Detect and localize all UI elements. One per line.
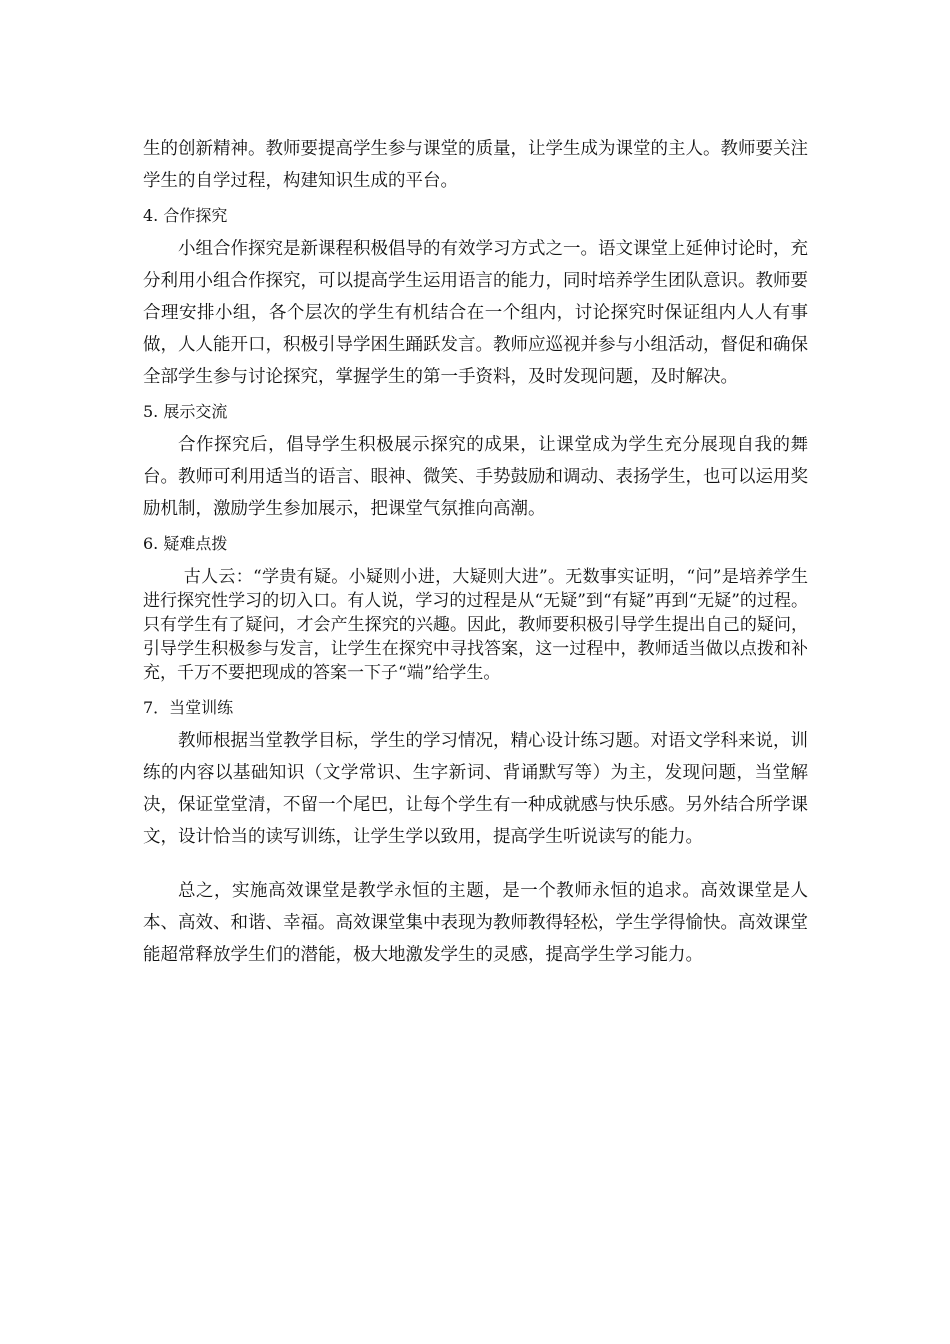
section-body-cooperative-inquiry: 小组合作探究是新课程积极倡导的有效学习方式之一。语文课堂上延伸讨论时，充分利用小组合作探究，可以提高学生运用语言的能力，同时培养学生团队意识。教师要合理安排小组，各个层次的学生有机结合在一个组内，讨论探究时保证组内人人有事做，人人能开口，积极引导学困生踊跃发言。教师应巡视并参与小组活动，督促和确保全部学生参与讨论探究，掌握学生的第一手资料，及时发现问题，及时解决。 [143,239,808,387]
section-heading-difficulty-guidance: 6. 疑难点拨 [143,534,228,553]
section-body-classroom-training: 教师根据当堂教学目标，学生的学习情况，精心设计练习题。对语文学科来说，训练的内容以基础知识（文学常识、生字新词、背诵默写等）为主，发现问题，当堂解决，保证堂堂清，不留一个尾巴，让每个学生有一种成就感与快乐感。另外结合所学课文，设计恰当的读写训练，让学生学以致用，提高学生听说读写的能力。 [143,731,808,847]
intro-paragraph: 生的创新精神。教师要提高学生参与课堂的质量，让学生成为课堂的主人。教师要关注学生的自学过程，构建知识生成的平台。 [143,139,808,191]
document-body [143,133,808,971]
section-heading-presentation: 5. 展示交流 [143,402,228,421]
section-heading-classroom-training: 7．当堂训练 [143,698,234,717]
conclusion-paragraph: 总之，实施高效课堂是教学永恒的主题，是一个教师永恒的追求。高效课堂是人本、高效、和谐、幸福。高效课堂集中表现为教师教得轻松，学生学得愉快。高效课堂能超常释放学生们的潜能，极大地激发学生的灵感，提高学生学习能力。 [143,881,808,965]
section-body-presentation: 合作探究后，倡导学生积极展示探究的成果，让课堂成为学生充分展现自我的舞台。教师可利用适当的语言、眼神、微笑、手势鼓励和调动、表扬学生，也可以运用奖励机制，激励学生参加展示，把课堂气氛推向高潮。 [143,435,808,519]
section-body-difficulty-guidance: 古人云：“学贵有疑。小疑则小进，大疑则大进”。无数事实证明，“问”是培养学生进行探究性学习的切入口。有人说，学习的过程是从“无疑”到“有疑”再到“无疑”的过程。只有学生有了疑问，才会产生探究的兴趣。因此，教师要积极引导学生提出自己的疑问，引导学生积极参与发言，让学生在探究中寻找答案，这一过程中，教师适当做以点拨和补充，千万不要把现成的答案一下子“端”给学生。 [143,567,808,683]
section-heading-cooperative-inquiry: 4. 合作探究 [143,206,228,225]
